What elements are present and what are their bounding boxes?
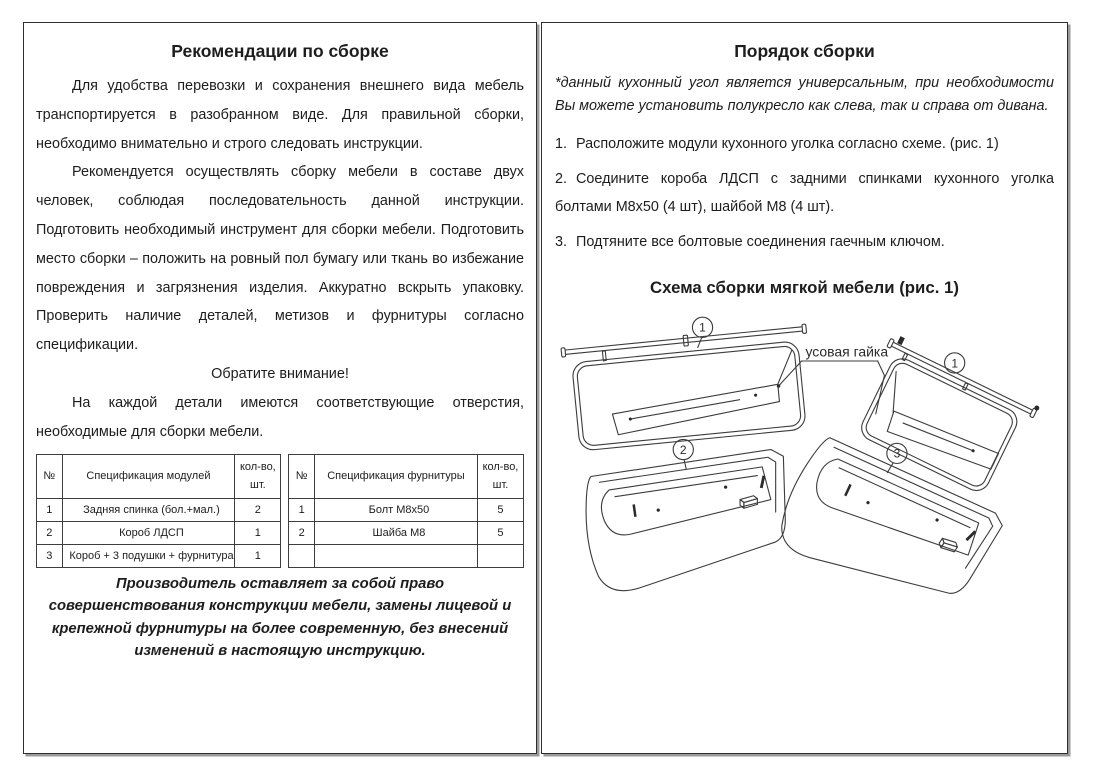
table-row: [37, 545, 281, 568]
attention-heading: Обратите внимание!: [211, 365, 349, 382]
modules-table: [36, 454, 281, 568]
cell-qty: 1: [235, 545, 281, 568]
manufacturer-note: Производитель оставляет за собой право совершенствования конструкции мебели, замены лицевой и крепежной фурнитуры на более современную, без внесений изменений в настоящую инструкцию.: [48, 575, 512, 660]
cell-spec: [314, 545, 477, 568]
cell-qty: 1: [235, 522, 281, 545]
column-header-spec: Спецификация фурнитуры: [314, 455, 477, 499]
step-text: Расположите модули кухонного уголка согласно схеме. (рис. 1): [576, 136, 999, 153]
table-row: [37, 522, 281, 545]
cell-num: 3: [37, 545, 63, 568]
step-number: 3.: [555, 234, 568, 251]
column-header-num: №: [37, 455, 63, 499]
tenon-nut-label: усовая гайка: [805, 344, 889, 361]
hardware-table: [288, 454, 524, 568]
callout-leader: [698, 338, 702, 348]
callout-1-small-label: 1: [951, 356, 959, 371]
backrest-recess: [885, 405, 999, 480]
backrest-big-drawing: [561, 324, 816, 452]
callout-2-label: 2: [679, 443, 687, 458]
cell-num: 1: [37, 499, 63, 522]
assembly-diagram: [555, 310, 1056, 668]
page-title: Порядок сборки: [734, 41, 875, 61]
column-header-spec: Спецификация модулей: [62, 455, 235, 499]
cell-spec: Болт М8х50: [314, 499, 477, 522]
attention-paragraph: На каждой детали имеются соответствующие отверстия, необходимые для сборки мебели.: [36, 394, 524, 440]
specification-tables: [36, 454, 524, 568]
cell-qty: 5: [477, 522, 523, 545]
table-header-row: [289, 455, 524, 499]
paragraph-preparation: Рекомендуется осуществлять сборку мебели в составе двух человек, соблюдая последовательность данной инструкции. Подготовить необходимый инструмент для сборки мебели. Подготовить место сборки – положить на ровный пол бумагу или ткань во избежание повреждения и загрязнения изделия. Аккуратно вскрыть упаковку. Проверить наличие деталей, метизов и фурнитуры согласно спецификации.: [36, 164, 524, 354]
step-number: 2.: [555, 171, 568, 188]
assembly-step-3: [555, 228, 1054, 256]
table-row: [37, 499, 281, 522]
table-row: [289, 499, 524, 522]
column-header-num: №: [289, 455, 315, 499]
column-header-qty: кол-во, шт.: [477, 455, 523, 499]
backrest-recess: [611, 385, 781, 436]
figure-title: Схема сборки мягкой мебели (рис. 1): [650, 278, 959, 298]
page-title: Рекомендации по сборке: [171, 41, 389, 61]
cell-num: [289, 545, 315, 568]
cell-spec: Короб ЛДСП: [62, 522, 235, 545]
storage-box-right-drawing: [764, 413, 1008, 640]
assembly-step-1: [555, 130, 1054, 158]
cell-qty: [477, 545, 523, 568]
table-row: [289, 522, 524, 545]
cell-qty: 2: [235, 499, 281, 522]
cell-num: 2: [289, 522, 315, 545]
cell-spec: Задняя спинка (бол.+мал.): [62, 499, 235, 522]
cell-num: 1: [289, 499, 315, 522]
callout-1-big-label: 1: [699, 321, 706, 336]
page-assembly-order: [541, 22, 1068, 754]
storage-box-left-drawing: [586, 450, 785, 591]
step-text: Подтяните все болтовые соединения гаечным ключом.: [576, 234, 945, 251]
assembly-step-2: [555, 165, 1054, 221]
table-row: [289, 545, 524, 568]
callout-leader: [684, 461, 686, 470]
universal-note: *данный кухонный угол является универсальным, при необходимости Вы можете установить полукресло как слева, так и справа от дивана.: [555, 75, 1054, 115]
column-header-qty: кол-во, шт.: [235, 455, 281, 499]
page-recommendations: [23, 22, 537, 754]
step-text: Соедините короба ЛДСП с задними спинками кухонного уголка болтами М8х50 (4 шт), шайбой М8 (4 шт).: [555, 171, 1054, 216]
cell-spec: Шайба М8: [314, 522, 477, 545]
cell-spec: Короб + 3 подушки + фурнитура: [62, 545, 235, 568]
paragraph-transport: Для удобства перевозки и сохранения внешнего вида мебель транспортируется в разобранном виде. Для правильной сборки, необходимо внимательно и строго следовать инструкции.: [36, 78, 524, 152]
leader-dot: [777, 385, 780, 388]
table-header-row: [37, 455, 281, 499]
cell-qty: 5: [477, 499, 523, 522]
step-number: 1.: [555, 136, 568, 153]
callout-3-label: 3: [893, 447, 901, 462]
cell-num: 2: [37, 522, 63, 545]
